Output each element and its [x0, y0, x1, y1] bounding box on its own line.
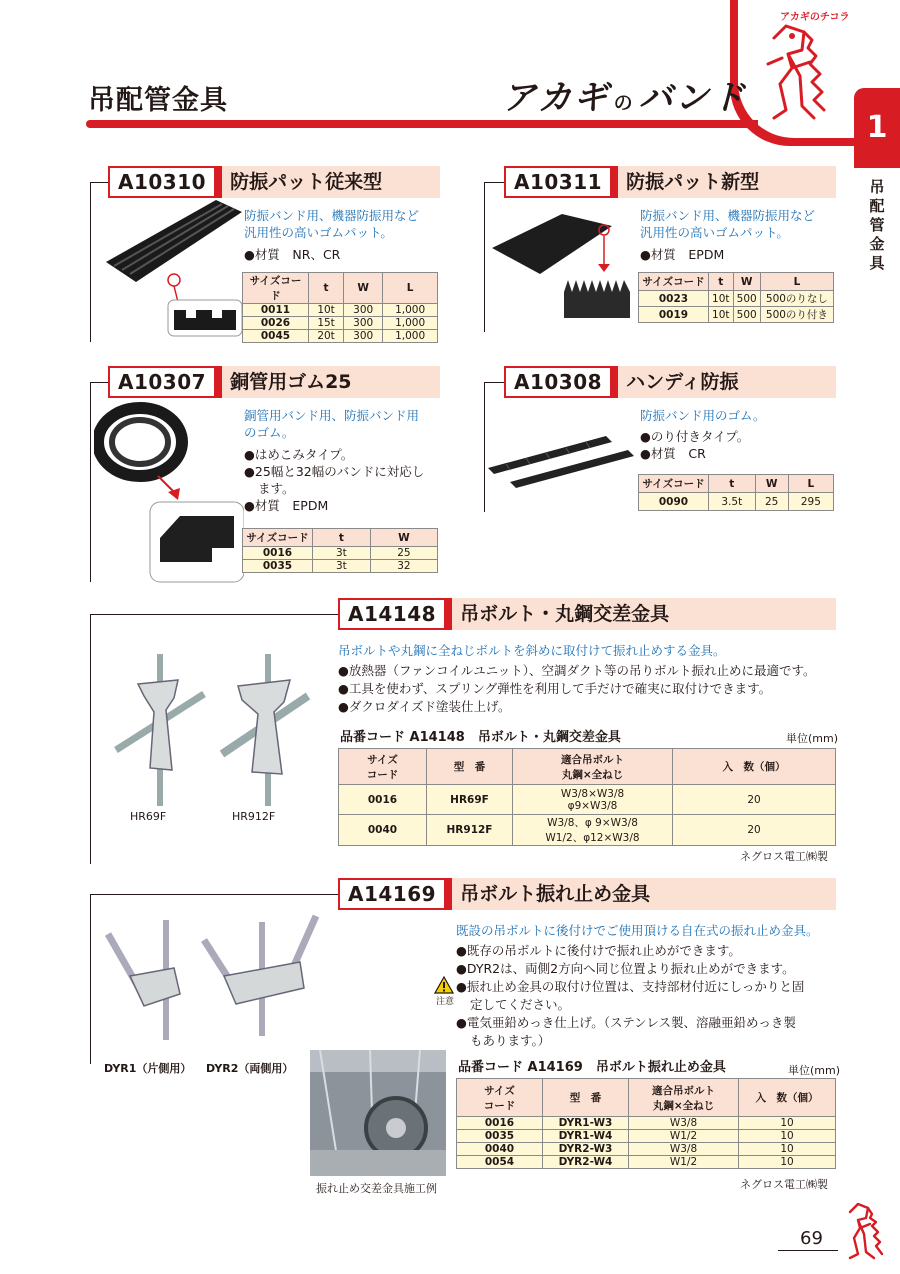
cell: HR69F	[427, 785, 513, 815]
cell: 10t	[709, 307, 734, 323]
cell: 0035	[457, 1130, 543, 1143]
table-title: 品番コード A14169 吊ボルト振れ止め金具	[458, 1060, 726, 1075]
cell: 300	[344, 304, 383, 317]
cell: 10	[739, 1117, 836, 1130]
desc-line: 汎用性の高いゴムパット。	[244, 225, 393, 240]
section-code: A10308	[504, 366, 612, 398]
th: 入 数（個）	[739, 1079, 836, 1117]
bullet: ●放熱器（ファンコイルユニット）、空調ダクト等の吊りボルト振れ止めに最適です。	[338, 663, 816, 678]
photo-caption: 振れ止め交差金具施工例	[316, 1182, 437, 1195]
image-caption: DYR2（両側用）	[206, 1062, 294, 1075]
bullet: ます。	[258, 481, 295, 496]
cell: 0054	[457, 1156, 543, 1169]
section-code: A10307	[108, 366, 216, 398]
th: t	[313, 529, 371, 547]
cell: 500のり付き	[760, 307, 833, 323]
cell: 295	[788, 493, 833, 511]
cell: 500	[733, 291, 760, 307]
cell: DYR1-W3	[543, 1117, 629, 1130]
footer-rule	[778, 1250, 838, 1251]
th: t	[709, 273, 734, 291]
th: 適合吊ボルト 丸鋼×全ねじ	[629, 1079, 739, 1117]
cell: 0040	[339, 815, 427, 846]
hr912f-fitting-image	[212, 650, 312, 810]
unit-label: 単位(mm)	[788, 1064, 841, 1077]
image-caption: HR69F	[130, 810, 167, 823]
desc-line: 防振バンド用、機器防振用など	[244, 208, 420, 223]
cell: 20t	[309, 330, 344, 343]
cell: 0040	[457, 1143, 543, 1156]
header-rule	[86, 120, 758, 128]
cell: 10	[739, 1143, 836, 1156]
bullet: ●振れ止め金具の取付け位置は、支持部材付近にしっかりと固	[456, 979, 805, 994]
cell: W1/2	[629, 1156, 739, 1169]
th: 型 番	[427, 749, 513, 785]
th: t	[309, 273, 344, 304]
cell: 0016	[339, 785, 427, 815]
hr69f-fitting-image	[108, 650, 208, 810]
cell: W3/8	[629, 1117, 739, 1130]
th: サイズコード	[243, 529, 313, 547]
th: L	[383, 273, 438, 304]
cell: 10t	[709, 291, 734, 307]
spec-table-a10311	[638, 272, 834, 323]
copper-pipe-rubber-image	[94, 398, 244, 584]
material: ●材質 EPDM	[244, 498, 329, 513]
th: W	[370, 529, 437, 547]
chapter-tab[interactable]: 1	[854, 88, 900, 168]
cell: 3t	[313, 560, 371, 573]
brand-no: の	[613, 92, 635, 114]
cell: DYR2-W3	[543, 1143, 629, 1156]
section-code: A10311	[504, 166, 612, 198]
fit-line: W3/8、φ 9×W3/8	[547, 817, 638, 829]
mascot-dinosaur-icon	[752, 18, 832, 126]
spec-table-a14169	[456, 1078, 836, 1169]
footer-mascot-icon	[840, 1200, 886, 1262]
cell: 0023	[639, 291, 709, 307]
section-title: 防振パット新型	[618, 166, 836, 198]
cell: 0016	[457, 1117, 543, 1130]
cell: 300	[344, 317, 383, 330]
cell: DYR1-W4	[543, 1130, 629, 1143]
cell: 15t	[309, 317, 344, 330]
cell: 32	[370, 560, 437, 573]
page-title: 吊配管金具	[88, 85, 228, 116]
bullet: ●はめこみタイプ。	[244, 447, 354, 462]
cell: 500のりなし	[760, 291, 833, 307]
cell: 0016	[243, 547, 313, 560]
rubber-pad-image	[96, 192, 246, 342]
section-title: 銅管用ゴム25	[222, 366, 440, 398]
bullet: ●DYR2は、両側2方向へ同じ位置より振れ止めができます。	[456, 961, 795, 976]
image-caption: DYR1（片側用）	[104, 1062, 192, 1075]
cell: 25	[755, 493, 788, 511]
bullet: ●のり付きタイプ。	[640, 429, 750, 444]
dyr2-fitting-image	[196, 912, 326, 1040]
section-title: 吊ボルト振れ止め金具	[452, 878, 836, 910]
cell: 3t	[313, 547, 371, 560]
th: t	[709, 475, 756, 493]
warning-icon	[434, 976, 454, 994]
cell: W1/2	[629, 1130, 739, 1143]
th: W	[733, 273, 760, 291]
cell: 10t	[309, 304, 344, 317]
cell: W3/8	[629, 1143, 739, 1156]
th: 適合吊ボルト 丸鋼×全ねじ	[513, 749, 673, 785]
th: サイズ コード	[339, 749, 427, 785]
cell: 20	[673, 815, 836, 846]
dyr1-fitting-image	[100, 916, 192, 1044]
spec-table-a10307	[242, 528, 438, 573]
cell: 500	[733, 307, 760, 323]
bullet: ●ダクロダイズド塗装仕上げ。	[338, 699, 511, 714]
th: サイズコード	[639, 273, 709, 291]
bullet: ●電気亜鉛めっき仕上げ。（ステンレス製、溶融亜鉛めっき製	[456, 1015, 796, 1030]
section-header-a10311	[504, 166, 836, 198]
section-header-a14169	[338, 878, 836, 910]
material: ●材質 CR	[640, 446, 706, 461]
cell: 1,000	[383, 330, 438, 343]
th: サイズコード	[243, 273, 309, 304]
th: 入 数（個）	[673, 749, 836, 785]
page-number: 69	[800, 1228, 823, 1249]
cell: 0011	[243, 304, 309, 317]
unit-label: 単位(mm)	[786, 732, 839, 745]
th: W	[344, 273, 383, 304]
bullet: 定してください。	[470, 997, 571, 1012]
desc-line: 銅管用バンド用、防振バンド用	[244, 408, 420, 423]
th: サイズ コード	[457, 1079, 543, 1117]
cell: 25	[370, 547, 437, 560]
mascot-caption: アカギのチコラ	[780, 12, 850, 23]
cell: 0035	[243, 560, 313, 573]
cell	[513, 785, 673, 815]
section-header-a10307	[108, 366, 440, 398]
cell: 1,000	[383, 317, 438, 330]
cell: 10	[739, 1130, 836, 1143]
installation-photo	[310, 1050, 446, 1176]
th: L	[760, 273, 833, 291]
section-line	[90, 182, 108, 183]
rubber-pad-new-image	[490, 196, 640, 336]
cell: 0026	[243, 317, 309, 330]
section-code: A14148	[338, 598, 446, 630]
desc-line: 防振バンド用、機器防振用など	[640, 208, 816, 223]
th: サイズコード	[639, 475, 709, 493]
brand-tail: バンド	[638, 78, 747, 118]
spec-table-a14148	[338, 748, 836, 846]
table-title: 品番コード A14148 吊ボルト・丸鋼交差金具	[340, 730, 621, 745]
cell: HR912F	[427, 815, 513, 846]
bullet: ●既存の吊ボルトに後付けで振れ止めができます。	[456, 943, 741, 958]
cell: 1,000	[383, 304, 438, 317]
image-caption: HR912F	[232, 810, 276, 823]
bullet: ●25幅と32幅のバンドに対応し	[244, 464, 425, 479]
lead: 既設の吊ボルトに後付けでご使用頂ける自在式の振れ止め金具。	[456, 923, 819, 938]
section-code: A10310	[108, 166, 216, 198]
lead: 吊ボルトや丸鋼に全ねじボルトを斜めに取付けて振れ止めする金具。	[338, 643, 726, 658]
cell: 300	[344, 330, 383, 343]
spec-table-a10308	[638, 474, 834, 511]
section-title: 吊ボルト・丸鋼交差金具	[452, 598, 836, 630]
maker-label: ネグロス電工㈱製	[740, 850, 828, 863]
desc-line: のゴム。	[244, 425, 295, 440]
section-title: 防振パット従来型	[222, 166, 440, 198]
th: L	[788, 475, 833, 493]
section-title: ハンディ防振	[618, 366, 836, 398]
cell	[513, 815, 673, 846]
th: 型 番	[543, 1079, 629, 1117]
cell: 3.5t	[709, 493, 756, 511]
cell: 20	[673, 785, 836, 815]
caution-label: 注意	[436, 997, 455, 1007]
cell: 0090	[639, 493, 709, 511]
material: ●材質 NR、CR	[244, 247, 341, 262]
brand-main: アカギ	[502, 78, 610, 118]
section-vline	[90, 182, 91, 342]
fit-line: φ9×W3/8	[567, 799, 618, 812]
fit-line: W3/8×W3/8	[560, 787, 625, 800]
bullet: ●工具を使わず、スプリング弾性を利用して手だけで確実に取付けできます。	[338, 681, 772, 696]
material: ●材質 EPDM	[640, 247, 725, 262]
handy-vibration-image	[486, 430, 636, 490]
cell: 10	[739, 1156, 836, 1169]
chapter-label: 吊配管金具	[869, 178, 885, 272]
th: W	[755, 475, 788, 493]
cell: 0019	[639, 307, 709, 323]
section-header-a14148	[338, 598, 836, 630]
cell: 0045	[243, 330, 309, 343]
bullet: もあります。）	[470, 1033, 551, 1048]
section-header-a10308	[504, 366, 836, 398]
spec-table-a10310	[242, 272, 438, 343]
maker-label: ネグロス電工㈱製	[740, 1178, 828, 1191]
desc-line: 汎用性の高いゴムパット。	[640, 225, 789, 240]
brand-title	[502, 70, 747, 119]
section-code: A14169	[338, 878, 446, 910]
cell: DYR2-W4	[543, 1156, 629, 1169]
fit-line: W1/2、φ12×W3/8	[545, 832, 640, 844]
desc-line: 防振バンド用のゴム。	[640, 408, 766, 423]
